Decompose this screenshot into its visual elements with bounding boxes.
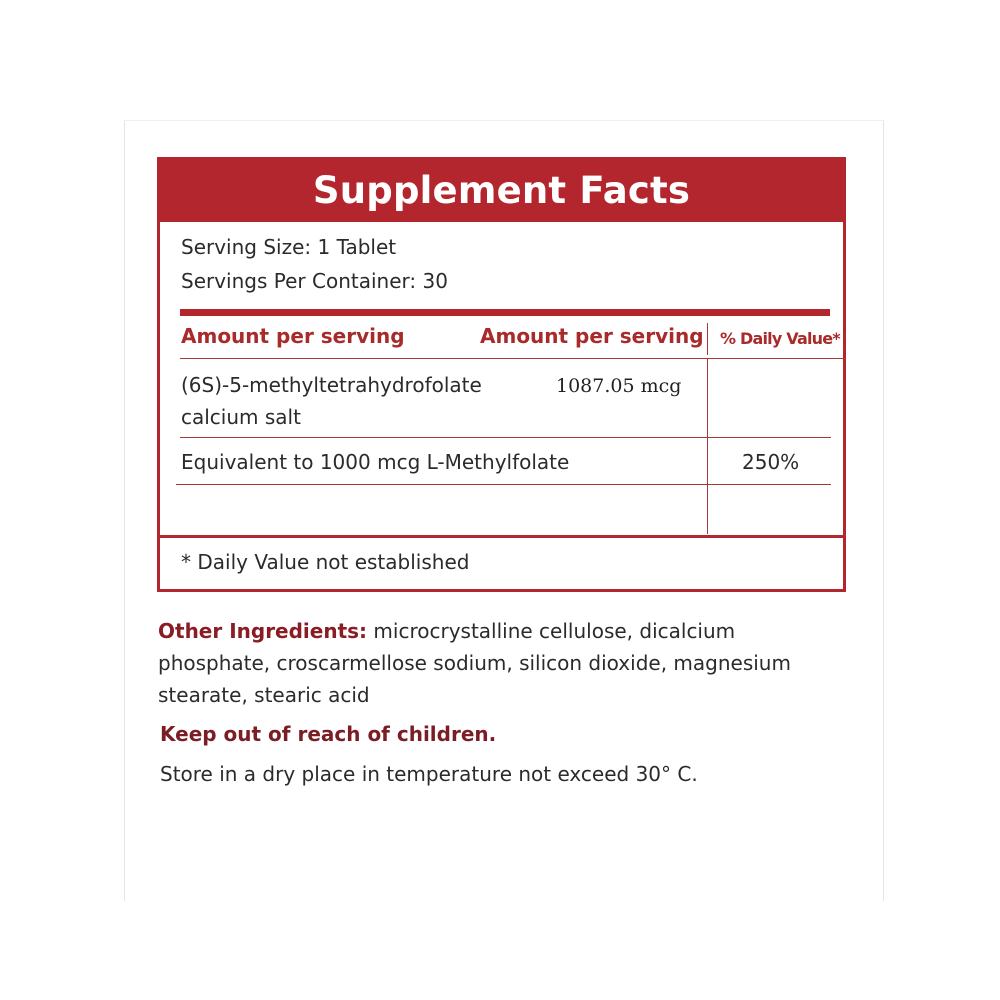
column-divider-header [707,323,708,355]
equivalent-line: Equivalent to 1000 mcg L-Methylfolate [181,450,570,474]
other-ingredients-line-2: phosphate, croscarmellose sodium, silicon dioxide, magnesium [158,651,791,675]
column-divider-body [707,358,708,534]
thick-divider [180,309,830,316]
servings-per-container: Servings Per Container: 30 [181,269,448,293]
other-ingredients [158,615,858,711]
other-ingredients-label: Other Ingredients: [158,619,368,643]
ingredient-amount: 1087.05 mcg [556,375,682,397]
row-divider-2 [176,484,831,485]
header-divider [180,358,846,359]
row-divider-1 [180,437,831,438]
other-ingredients-line-3: stearate, stearic acid [158,683,370,707]
storage-instructions: Store in a dry place in temperature not exceed 30° C. [160,762,698,786]
column-header-daily-value: % Daily Value* [720,329,840,348]
serving-size: Serving Size: 1 Tablet [181,235,397,259]
footnote: * Daily Value not established [181,550,470,574]
column-header-amount-1: Amount per serving [181,324,405,348]
other-ingredients-line-1: microcrystalline cellulose, dicalcium [367,619,736,643]
daily-value-percent: 250% [742,450,800,474]
column-header-amount-2: Amount per serving [480,324,704,348]
footnote-divider [160,535,843,538]
warning-text: Keep out of reach of children. [160,722,497,746]
ingredient-name-line-2: calcium salt [181,405,301,429]
supplement-facts-panel [157,157,846,592]
ingredient-name-line-1: (6S)-5-methyltetrahydrofolate [181,373,482,397]
facts-title: Supplement Facts [160,160,843,222]
